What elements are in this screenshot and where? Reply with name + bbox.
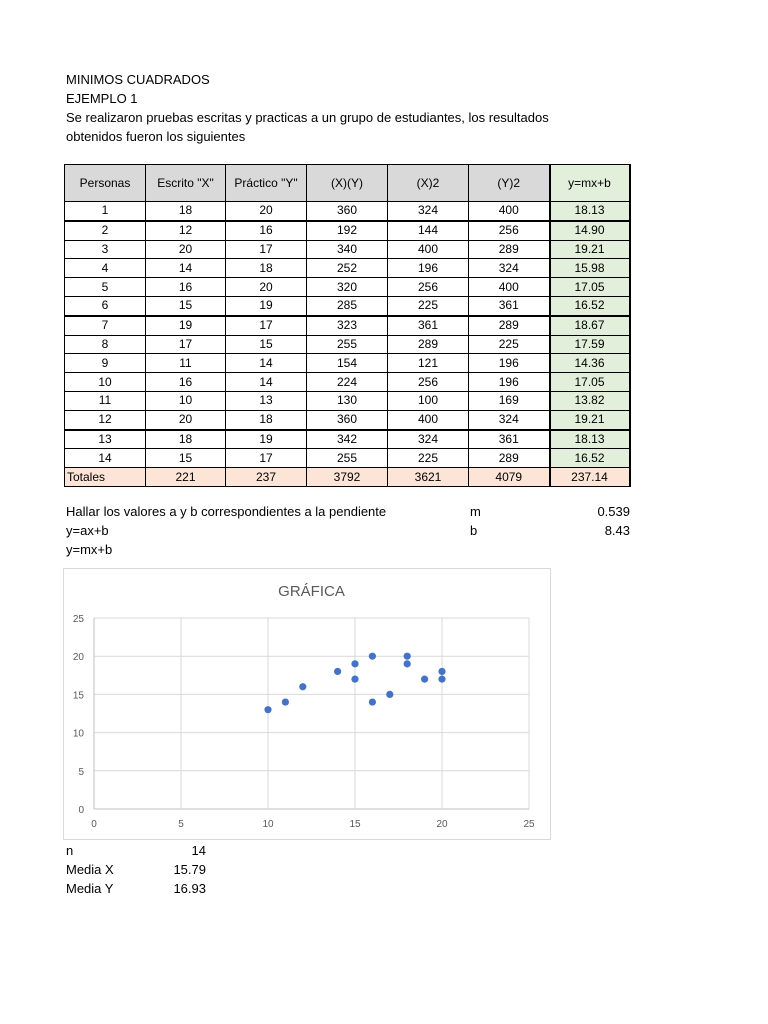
table-cell[interactable]: 19 [146, 316, 226, 335]
table-cell[interactable]: 20 [146, 240, 226, 259]
table-cell[interactable]: 20 [226, 202, 307, 221]
data-point [438, 676, 445, 683]
totals-cell[interactable]: 237.14 [550, 468, 630, 487]
data-point [386, 691, 393, 698]
y-tick-label: 10 [72, 728, 84, 740]
table-cell[interactable]: 4 [65, 259, 146, 278]
table-cell[interactable]: 324 [388, 202, 469, 221]
data-point [351, 660, 358, 667]
x-tick-label: 0 [91, 819, 97, 830]
column-header[interactable]: (X)(Y) [307, 165, 388, 202]
table-row [65, 430, 630, 449]
table-row [65, 278, 630, 297]
totals-label[interactable]: Totales [65, 468, 146, 487]
table-header-row [65, 165, 630, 202]
fit-cell[interactable]: 13.82 [550, 391, 630, 410]
data-point [351, 676, 358, 683]
table-cell[interactable]: 400 [469, 202, 550, 221]
table-cell[interactable]: 18 [226, 410, 307, 429]
table-cell[interactable]: 320 [307, 278, 388, 297]
description-line-2: obtenidos fueron los siguientes [66, 129, 246, 144]
table-cell[interactable]: 361 [469, 430, 550, 449]
table-cell[interactable]: 15 [226, 335, 307, 354]
column-header[interactable]: Personas [65, 165, 146, 202]
data-point [438, 668, 445, 675]
table-cell[interactable]: 154 [307, 354, 388, 373]
totals-cell[interactable]: 4079 [469, 468, 550, 487]
table-cell[interactable]: 130 [307, 391, 388, 410]
instruction-text: Hallar los valores a y b correspondientes a la pendiente [66, 504, 387, 519]
table-cell[interactable]: 252 [307, 259, 388, 278]
table-cell[interactable]: 17 [226, 449, 307, 468]
totals-cell[interactable]: 221 [146, 468, 226, 487]
y-tick-label: 5 [78, 766, 84, 778]
formula-mx-b: y=mx+b [66, 542, 113, 557]
fit-cell[interactable]: 19.21 [550, 410, 630, 429]
table-cell[interactable]: 225 [388, 296, 469, 315]
fit-cell[interactable]: 15.98 [550, 259, 630, 278]
table-row [65, 296, 630, 315]
mean-x-value[interactable]: 15.79 [173, 862, 206, 877]
table-cell[interactable]: 400 [388, 240, 469, 259]
totals-cell[interactable]: 3621 [388, 468, 469, 487]
x-tick-label: 5 [178, 819, 184, 830]
data-point [369, 653, 376, 660]
table-cell[interactable]: 13 [226, 391, 307, 410]
table-row [65, 449, 630, 468]
data-point [299, 683, 306, 690]
column-header[interactable]: (X)2 [388, 165, 469, 202]
table-cell[interactable]: 361 [388, 316, 469, 335]
summary-stats [66, 841, 206, 898]
fit-cell[interactable]: 17.59 [550, 335, 630, 354]
x-tick-label: 10 [262, 819, 274, 830]
data-point [334, 668, 341, 675]
mean-y-value[interactable]: 16.93 [173, 881, 206, 896]
fit-cell[interactable]: 18.13 [550, 430, 630, 449]
table-cell[interactable]: 324 [469, 259, 550, 278]
fit-cell[interactable]: 16.52 [550, 449, 630, 468]
table-cell[interactable]: 225 [469, 335, 550, 354]
table-cell[interactable]: 360 [307, 202, 388, 221]
table-cell[interactable]: 14 [226, 354, 307, 373]
intro-text [66, 70, 549, 146]
table-row [65, 335, 630, 354]
table-cell[interactable]: 169 [469, 391, 550, 410]
table-cell[interactable]: 1 [65, 202, 146, 221]
m-label: m [470, 504, 481, 519]
n-label: n [66, 843, 74, 858]
table-cell[interactable]: 144 [388, 221, 469, 240]
column-header[interactable]: y=mx+b [550, 165, 630, 202]
table-cell[interactable]: 196 [388, 259, 469, 278]
fit-cell[interactable]: 17.05 [550, 373, 630, 392]
table-cell[interactable]: 323 [307, 316, 388, 335]
y-tick-label: 20 [72, 652, 84, 664]
table-cell[interactable]: 256 [388, 373, 469, 392]
y-tick-label: 0 [78, 805, 84, 816]
x-tick-label: 15 [349, 819, 361, 830]
example-line: EJEMPLO 1 [66, 91, 138, 106]
y-tick-label: 25 [72, 614, 84, 625]
table-row [65, 316, 630, 335]
table-cell[interactable]: 340 [307, 240, 388, 259]
x-tick-label: 20 [436, 819, 448, 830]
chart-title: GRÁFICA [278, 583, 345, 600]
b-label: b [470, 523, 478, 538]
table-cell[interactable]: 3 [65, 240, 146, 259]
table-cell[interactable]: 14 [65, 449, 146, 468]
mean-x-label: Media X [66, 862, 114, 877]
table-cell[interactable]: 255 [307, 335, 388, 354]
fit-cell[interactable]: 17.05 [550, 278, 630, 297]
table-cell[interactable]: 19 [226, 296, 307, 315]
regression-section [66, 502, 630, 559]
table-cell[interactable]: 100 [388, 391, 469, 410]
table-cell[interactable]: 17 [226, 316, 307, 335]
table-cell[interactable]: 13 [65, 430, 146, 449]
data-point [264, 706, 271, 713]
table-cell[interactable]: 289 [388, 335, 469, 354]
table-cell[interactable]: 361 [469, 296, 550, 315]
m-value[interactable]: 0.539 [597, 504, 630, 519]
table-cell[interactable]: 342 [307, 430, 388, 449]
table-cell[interactable]: 17 [226, 240, 307, 259]
data-point [404, 660, 411, 667]
column-header[interactable]: Escrito "X" [146, 165, 226, 202]
table-cell[interactable]: 289 [469, 240, 550, 259]
fit-cell[interactable]: 14.90 [550, 221, 630, 240]
table-cell[interactable]: 20 [226, 278, 307, 297]
data-point [404, 653, 411, 660]
table-row [65, 410, 630, 429]
table-cell[interactable]: 17 [146, 335, 226, 354]
totals-row [65, 468, 630, 487]
data-point [282, 698, 289, 705]
table-cell[interactable]: 18 [146, 202, 226, 221]
table-cell[interactable]: 14 [146, 259, 226, 278]
table-cell[interactable]: 256 [469, 221, 550, 240]
table-cell[interactable]: 400 [469, 278, 550, 297]
chart-canvas [64, 569, 550, 839]
fit-cell[interactable]: 18.67 [550, 316, 630, 335]
table-cell[interactable]: 16 [146, 278, 226, 297]
table-cell[interactable]: 285 [307, 296, 388, 315]
table-cell[interactable]: 12 [65, 410, 146, 429]
description-line-1: Se realizaron pruebas escritas y practicas a un grupo de estudiantes, los resultados [66, 110, 549, 125]
table-row [65, 221, 630, 240]
table-cell[interactable]: 12 [146, 221, 226, 240]
data-point [421, 676, 428, 683]
table-cell[interactable]: 9 [65, 354, 146, 373]
table-cell[interactable]: 16 [226, 221, 307, 240]
table-cell[interactable]: 324 [388, 430, 469, 449]
table-cell[interactable]: 196 [469, 354, 550, 373]
b-value[interactable]: 8.43 [604, 523, 630, 538]
table-row [65, 240, 630, 259]
table-cell[interactable]: 20 [146, 410, 226, 429]
mean-y-label: Media Y [66, 881, 114, 896]
table-cell[interactable]: 224 [307, 373, 388, 392]
n-value[interactable]: 14 [191, 843, 206, 858]
table-cell[interactable]: 6 [65, 296, 146, 315]
totals-cell[interactable]: 3792 [307, 468, 388, 487]
table-cell[interactable]: 324 [469, 410, 550, 429]
table-cell[interactable]: 11 [146, 354, 226, 373]
table-cell[interactable]: 5 [65, 278, 146, 297]
table-cell[interactable]: 11 [65, 391, 146, 410]
column-header[interactable]: Práctico "Y" [226, 165, 307, 202]
column-header[interactable]: (Y)2 [469, 165, 550, 202]
table-cell[interactable]: 360 [307, 410, 388, 429]
table-cell[interactable]: 15 [146, 296, 226, 315]
table-cell[interactable]: 192 [307, 221, 388, 240]
table-cell[interactable]: 255 [307, 449, 388, 468]
table-cell[interactable]: 15 [146, 449, 226, 468]
table-cell[interactable]: 16 [146, 373, 226, 392]
data-point [369, 698, 376, 705]
table-row [65, 391, 630, 410]
table-row [65, 202, 630, 221]
table-cell[interactable]: 225 [388, 449, 469, 468]
table-cell[interactable]: 256 [388, 278, 469, 297]
table-cell[interactable]: 2 [65, 221, 146, 240]
fit-cell[interactable]: 14.36 [550, 354, 630, 373]
table-cell[interactable]: 10 [65, 373, 146, 392]
table-cell[interactable]: 121 [388, 354, 469, 373]
scatter-chart[interactable] [63, 568, 551, 840]
table-row [65, 259, 630, 278]
fit-cell[interactable]: 19.21 [550, 240, 630, 259]
table-cell[interactable]: 18 [226, 259, 307, 278]
table-cell[interactable]: 19 [226, 430, 307, 449]
table-cell[interactable]: 18 [146, 430, 226, 449]
table-cell[interactable]: 400 [388, 410, 469, 429]
x-tick-label: 25 [523, 819, 535, 830]
table-row [65, 373, 630, 392]
title-line: MINIMOS CUADRADOS [66, 72, 210, 87]
fit-cell[interactable]: 16.52 [550, 296, 630, 315]
y-tick-label: 15 [72, 690, 84, 702]
fit-cell[interactable]: 18.13 [550, 202, 630, 221]
table-cell[interactable]: 14 [226, 373, 307, 392]
table-row [65, 354, 630, 373]
table-cell[interactable]: 7 [65, 316, 146, 335]
table-cell[interactable]: 289 [469, 449, 550, 468]
totals-cell[interactable]: 237 [226, 468, 307, 487]
table-cell[interactable]: 289 [469, 316, 550, 335]
formula-ax-b: y=ax+b [66, 523, 109, 538]
table-cell[interactable]: 10 [146, 391, 226, 410]
data-table [64, 164, 631, 487]
table-cell[interactable]: 8 [65, 335, 146, 354]
table-cell[interactable]: 196 [469, 373, 550, 392]
